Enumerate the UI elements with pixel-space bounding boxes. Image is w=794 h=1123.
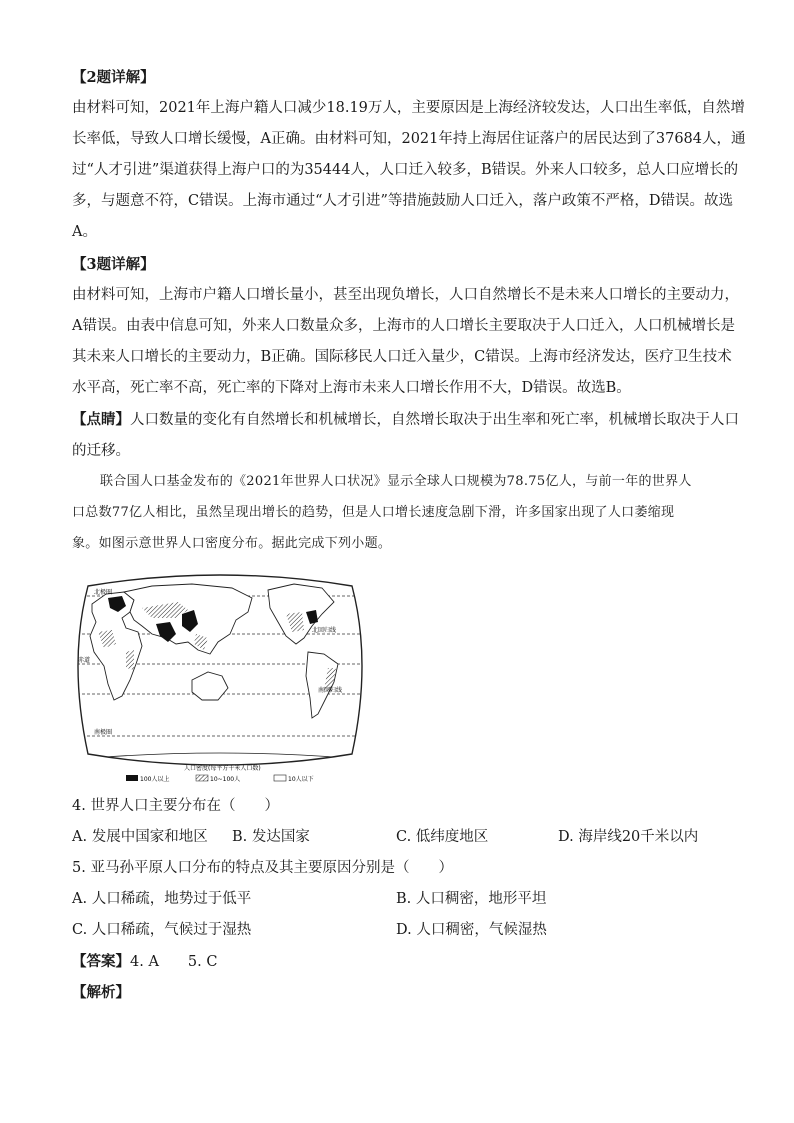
label-tropic-cancer: 北回归线 (312, 627, 337, 634)
answer-line (72, 946, 217, 978)
q5-option-a[interactable]: A. 人口稀疏，地势过于低平 (72, 891, 252, 907)
map-svg (72, 572, 368, 784)
q2-line-1: 由材料可知，2021年上海户籍人口减少18.19万人，主要原因是上海经济较发达，人口出生率低，自然增 (72, 100, 745, 116)
section-q2-explanation (72, 62, 746, 248)
q3-heading: 【3题详解】 (72, 256, 155, 273)
q5-options-row-2 (72, 915, 724, 946)
answer-text: 4. A 5. C (130, 954, 218, 970)
q3-line-4: 水平高，死亡率不高，死亡率的下降对上海市未来人口增长作用不大，D错误。故选B。 (72, 380, 631, 396)
q5-option-c[interactable]: C. 人口稀疏，气候过于湿热 (72, 922, 252, 938)
legend-swatch-low (274, 775, 286, 781)
answer-label: 【答案】 (72, 953, 130, 970)
world-population-density-map (72, 572, 368, 784)
legend-title: 人口密度(每平方千米人口数) (184, 765, 261, 772)
material-line-1: 联合国人口基金发布的《2021年世界人口状况》显示全球人口规模为78.75亿人，与前一年的世界人 (100, 474, 692, 489)
q5-options-row-1 (72, 884, 724, 915)
analysis-label: 【解析】 (72, 984, 130, 1001)
medium-africa-east (126, 650, 134, 670)
q3-line-1: 由材料可知，上海市户籍人口增长量小，甚至出现负增长，人口自然增长不是未来人口增长的主要动力， (72, 287, 739, 303)
q5-option-d[interactable]: D. 人口稠密，气候湿热 (396, 922, 547, 938)
q4-option-c[interactable]: C. 低纬度地区 (396, 829, 489, 845)
q4-option-b[interactable]: B. 发达国家 (232, 829, 310, 845)
label-arctic: 北极圈 (94, 589, 113, 596)
label-tropic-capricorn: 南回归线 (318, 687, 343, 694)
key-point-line-2: 的迁移。 (72, 443, 130, 459)
legend-swatch-medium (196, 775, 208, 781)
q5-stem: 5. 亚马孙平原人口分布的特点及其主要原因分别是（ ） (72, 860, 453, 876)
material-paragraph (72, 466, 724, 559)
q2-heading: 【2题详解】 (72, 69, 155, 86)
key-point-line-1: 人口数量的变化有自然增长和机械增长，自然增长取决于出生率和死亡率，机械增长取决于人口 (130, 412, 739, 428)
q4-option-a[interactable]: A. 发展中国家和地区 (72, 829, 208, 845)
legend-medium: 10~100人 (210, 776, 241, 783)
q3-line-2: A错误。由表中信息可知，外来人口数量众多，上海市的人口增长主要取决于人口迁入，人口机械增长是 (72, 318, 735, 334)
legend-low: 10人以下 (288, 776, 314, 783)
q5-option-b[interactable]: B. 人口稠密，地形平坦 (396, 891, 547, 907)
q3-line-3: 其未来人口增长的主要动力，B正确。国际移民人口迁入量少，C错误。上海市经济发达，医疗卫生技术 (72, 349, 732, 365)
q2-line-2: 长率低，导致人口增长缓慢，A正确。由材料可知，2021年持上海居住证落户的居民达到了37684人，通 (72, 131, 746, 147)
q4-stem: 4. 世界人口主要分布在（ ） (72, 798, 279, 814)
label-equator: 赤道 (78, 657, 91, 664)
q2-line-5: A。 (72, 224, 97, 240)
q4-options (72, 822, 724, 853)
section-key-point (72, 404, 739, 467)
material-line-2: 口总数77亿人相比，虽然呈现出增长的趋势，但是人口增长速度急剧下滑，许多国家出现了人口萎缩现 (72, 505, 675, 520)
q2-line-4: 多，与题意不符，C错误。上海市通过“人才引进”等措施鼓励人口迁入，落户政策不严格，D错误。故选 (72, 193, 734, 209)
label-antarctic: 南极圈 (94, 729, 113, 736)
q2-line-3: 过“人才引进”渠道获得上海户口的为35444人，人口迁入较多，B错误。外来人口较多，总人口应增长的 (72, 162, 739, 178)
legend-high: 100人以上 (140, 776, 170, 783)
material-line-3: 象。如图示意世界人口密度分布。据此完成下列小题。 (72, 536, 392, 551)
q4-option-d[interactable]: D. 海岸线20千米以内 (558, 829, 699, 845)
legend-swatch-high (126, 775, 138, 781)
key-point-label: 【点睛】 (72, 411, 130, 428)
section-q3-explanation (72, 249, 739, 404)
